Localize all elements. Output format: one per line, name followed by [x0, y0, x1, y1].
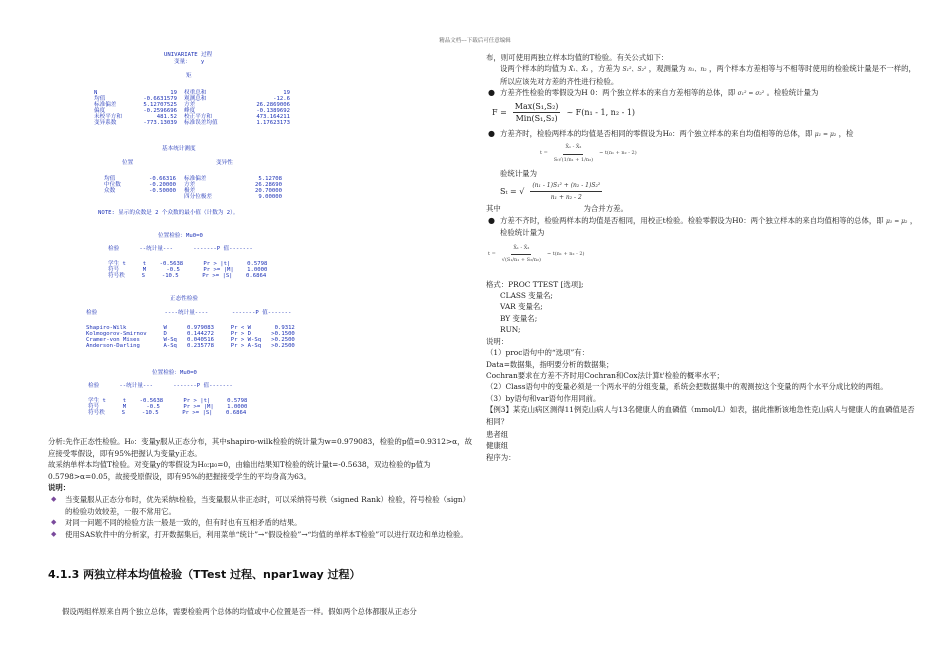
section-heading: 4.1.3 两独立样本均值检验（TTest 过程、npar1way 过程）: [48, 568, 361, 581]
basic-head-location: 位置: [122, 160, 134, 166]
text-span: 设两个样本的均值为: [500, 64, 567, 74]
table-cell: 473.164211: [256, 114, 290, 120]
list-item-text: 使用SAS软件中的分析家，打开数据集后，利用菜单“统计”→“假设检验”→“均值的单样本T检验”可以进行双边和单边检验。: [65, 529, 468, 539]
diamond-arrow-icon: ◆: [51, 494, 57, 503]
bullet-icon: ●: [488, 88, 495, 98]
formula-pooled-variance: [486, 179, 918, 203]
list-item-text: 方差齐性检验的零假设为H 0：两个独立样本的来自方差相等的总体，即: [500, 88, 736, 98]
spacer: [486, 271, 918, 279]
formula-part: ~ t(n₁ + n₂ - 2): [599, 150, 637, 157]
formula-part: Max(S₁,S₂): [513, 101, 561, 113]
sas-output: [84, 50, 414, 430]
text-span: ，两个样本方差相等与不相等时使用的检验统计量是不一样的，所以应该先对方差的齐性进行检验。: [500, 64, 916, 86]
list-item-text: 对同一问题不同的检验方法一般是一致的，但有时也有互相矛盾的结果。: [65, 518, 302, 528]
normality-test-head: 检验 ----统计量---- -------P 值-------: [86, 310, 292, 316]
table-row: 学生 t t -0.5638 Pr > |t| 0.5798: [88, 398, 248, 404]
stat-label: 验统计量为: [500, 169, 537, 179]
bottom-paragraph: 假设两组样原来自两个独立总体，需要检验两个总体的均值或中心位置是否一样。假如两个总体都服从正态分: [62, 607, 417, 616]
table-cell: 众数: [104, 188, 116, 194]
formula-part: ~ F(n₁ - 1, n₂ - 1): [566, 107, 636, 117]
intro-paragraph: 布，则可使用两独立样本均值的T检验。有关公式如下：: [486, 53, 669, 62]
table-cell: 方差: [184, 102, 196, 108]
table-cell: 标准偏差: [184, 176, 207, 182]
diamond-arrow-icon: ◆: [51, 518, 57, 527]
sas-title: UNIVARIATE 过程: [164, 52, 213, 58]
formula-fraction: [513, 101, 561, 125]
list-item: [486, 128, 918, 140]
normality-test-title: 正态性检验: [170, 296, 198, 302]
formula-means: X̄₁、X̄₂: [568, 66, 589, 74]
table-cell: -12.6: [273, 96, 290, 102]
table-cell: 20.70000: [255, 188, 282, 194]
formula-part: X̄₁ - X̄₂: [563, 142, 583, 154]
code-line: BY 变量名;: [500, 313, 538, 323]
formula-counts: n₁、n₂: [688, 66, 707, 74]
formula-part: Min(S₁,S₂): [515, 114, 558, 124]
list-item-text: 。检验统计量为: [766, 88, 819, 98]
formula-f-statistic: [486, 100, 918, 126]
table-cell: 481.52: [156, 114, 177, 120]
table-cell: 校正平方和: [184, 114, 212, 120]
list-item: [48, 494, 476, 517]
note-label: 说明：: [486, 336, 509, 346]
table-cell: 9.00000: [258, 194, 282, 200]
formula-part: t =: [540, 150, 548, 157]
list-item: [48, 529, 476, 541]
table-cell: 26.28690: [255, 182, 282, 188]
moments-title: 矩: [186, 73, 192, 79]
formula-equal-mean: μ₁ = μ₂: [886, 217, 908, 225]
table-cell: -773.13039: [143, 120, 177, 126]
table-cell: 未校平方和: [94, 114, 122, 120]
text-span: 其中: [486, 204, 501, 214]
mode-note: NOTE: 显示的众数是 2 个众数的最小值（计数为 2）。: [98, 210, 239, 216]
table-row: 符号 M -0.5 Pr >= |M| 1.0000: [108, 267, 268, 273]
explain-label: 说明：: [48, 483, 71, 493]
table-cell: 26.2869006: [256, 102, 290, 108]
formula-part: Sₜ = √: [500, 186, 525, 196]
table-row: 符号 M -0.5 Pr >= |M| 1.0000: [88, 404, 248, 410]
formula-corrected-t: [486, 239, 918, 271]
table-cell: 均值: [104, 176, 116, 182]
list-item: [48, 517, 476, 529]
table-cell: 19: [170, 90, 177, 96]
conclusion-paragraph: 故采纳单样本均值T检验。对变量y的零假设为H₀:μ₀=0，由输出结果知T检验的统计量t=-0.5638，双边检验的p值为0.5798>α=0.05，故接受原假设，即有95%的把握接受学生的平均身高为63。: [48, 460, 431, 481]
table-cell: 中位数: [104, 182, 121, 188]
list-item-text: ，检: [838, 128, 854, 138]
example-line: 【例3】某克山病区测得11例克山病人与13名健康人的血磷值（mmol/L）如表，据此推断该地急性克山病人与健康人的血磷值是否相同？: [486, 405, 915, 426]
table-cell: -0.66316: [149, 176, 176, 182]
table-row: 符号秩 S -10.5 Pr >= |S| 0.6864: [88, 410, 247, 416]
table-cell: 5.12708: [258, 176, 282, 182]
basic-stats-title: 基本统计测度: [162, 146, 196, 152]
bullet-icon: ●: [488, 128, 495, 138]
table-cell: 均值: [94, 96, 106, 102]
format-line: 格式：PROC TTEST [选项];: [486, 279, 584, 289]
table-row: 符号秩 S -10.5 Pr >= |S| 0.6864: [108, 273, 267, 279]
table-cell: 变异系数: [94, 120, 117, 126]
formula-fraction: [554, 142, 593, 166]
table-cell: 四分位极差: [184, 194, 212, 200]
formula-equal-mean: μ₁ = μ₂: [814, 130, 837, 138]
formula-variances: S₁²、S₂²: [622, 66, 647, 74]
table-cell: -0.2596696: [143, 108, 177, 114]
note-line: （3）by语句和var语句作用同前。: [486, 393, 601, 403]
basic-head-variability: 变异性: [216, 160, 233, 166]
formula-part: n₁ + n₂ - 2: [550, 193, 582, 201]
note-line: Cochran要求在方差不齐时用Cochran和Cox法计算t'检验的概率水平；: [486, 370, 724, 380]
bullet-icon: ●: [488, 215, 495, 225]
table-cell: 峰度: [184, 108, 196, 114]
program-label: 程序为：: [486, 452, 516, 462]
code-line: RUN;: [500, 325, 521, 335]
group-label: 患者组: [486, 429, 509, 439]
table-cell: 标准偏差: [94, 102, 117, 108]
text-span: ，观测量为: [648, 64, 686, 74]
note-line: （1）proc语句中的“选项”有：: [486, 348, 590, 358]
table-cell: 5.12707525: [143, 102, 177, 108]
note-line: Data=数据集，指明要分析的数据集；: [486, 359, 614, 369]
sample-paragraph: [486, 63, 918, 87]
table-cell: N: [94, 90, 98, 96]
table-cell: -0.20000: [149, 182, 176, 188]
location-test-2-title: 位置检验：Mu0=0: [152, 370, 197, 376]
list-item-text: ，检验统计量为: [500, 215, 918, 238]
formula-part: ~ t(n₁ + n₂ - 2): [546, 250, 585, 257]
table-cell: -0.1389692: [256, 108, 290, 114]
formula-part: X̄₁ - X̄₂: [511, 243, 531, 255]
formula-part: F =: [492, 107, 507, 117]
table-cell: 观测总和: [184, 96, 207, 102]
code-line: VAR 变量名;: [500, 302, 543, 312]
table-cell: 极差: [184, 188, 196, 194]
list-item-text: 当变量服从正态分布时，优先采纳t检验，当变量服从非正态时，可以采纳符号秩（signed Rank）检验，符号检验（sign）的检验功效较差，一般不常用它。: [65, 494, 471, 516]
table-cell: 偏度: [94, 108, 106, 114]
right-column-text: [486, 52, 918, 463]
group-label: 健康组: [486, 441, 509, 451]
note-line: （2）Class语句中的变量必须是一个两水平的分组变量，系统会把数据集中的观测按这个变量的两个水平分成比较的两组。: [486, 382, 888, 392]
where-line: [486, 203, 918, 214]
table-row: Anderson-Darling A-Sq 0.235778 Pr > A-Sq >0.2500: [86, 343, 295, 349]
formula-equal-variance: σ₁² = σ₂²: [737, 90, 765, 98]
table-cell: 权重总和: [184, 90, 207, 96]
formula-part: √(S₁/n₁ + S₂/n₂): [501, 257, 541, 264]
analysis-paragraph: 分析:先作正态性检验。H₀：变量y服从正态分布，其中shapiro-wilk检验的统计量为w=0.979083，检验的p值=0.9312>α，故应接受零假设，即有95%把握认为变量y正态。: [48, 437, 472, 458]
table-row: Kolmogorov-Smirnov D 0.144272 Pr > D >0.1500: [86, 331, 295, 337]
formula-part: t =: [488, 250, 496, 257]
list-item: [486, 215, 918, 239]
table-cell: -0.50000: [149, 188, 176, 194]
location-test-title: 位置检验：Mu0=0: [158, 233, 203, 239]
formula-part: Sₜ√(1/n₁ + 1/n₂): [553, 156, 594, 163]
formula-t-statistic: [486, 140, 918, 168]
text-span: ，方差为: [590, 64, 621, 74]
table-cell: 方差: [184, 182, 196, 188]
table-row: Shapiro-Wilk W 0.979083 Pr < W 0.9312: [86, 325, 295, 331]
table-row: Cramer-von Mises W-Sq 0.040516 Pr > W-Sq >0.2500: [86, 337, 295, 343]
table-cell: 标准误差均值: [184, 120, 218, 126]
left-column-text: [48, 436, 476, 540]
formula-part: (n₁ - 1)S₁² + (n₂ - 1)S₂²: [530, 180, 602, 192]
text-span: 为合并方差。: [583, 204, 628, 214]
diamond-arrow-icon: ◆: [51, 529, 57, 538]
location-test-head: 检验 --统计量--- -------P 值-------: [108, 246, 253, 252]
code-line: CLASS 变量名;: [500, 291, 553, 301]
formula-fraction: [530, 180, 602, 204]
table-cell: 1.17623173: [256, 120, 290, 126]
formula-fraction: [502, 243, 541, 267]
page-header: 精品文档---下载后可任意编辑: [439, 38, 511, 44]
list-item: [486, 87, 918, 99]
table-row: 学生 t t -0.5638 Pr > |t| 0.5798: [108, 261, 268, 267]
list-item-text: 方差齐时，检验两样本的均值是否相同的零假设为H₀：两个独立样本的来自均值相等的总体，即: [500, 128, 813, 138]
list-item-text: 方差不齐时，检验两样本的均值是否相同，用校正t检验。检验零假设为H0：两个独立样本的来自均值相等的总体，即: [500, 215, 884, 225]
sas-variable: 变量： y: [174, 59, 205, 65]
table-cell: 19: [283, 90, 290, 96]
table-cell: -0.6631579: [143, 96, 177, 102]
location-test-2-head: 检验 --统计量--- -------P 值-------: [88, 383, 233, 389]
